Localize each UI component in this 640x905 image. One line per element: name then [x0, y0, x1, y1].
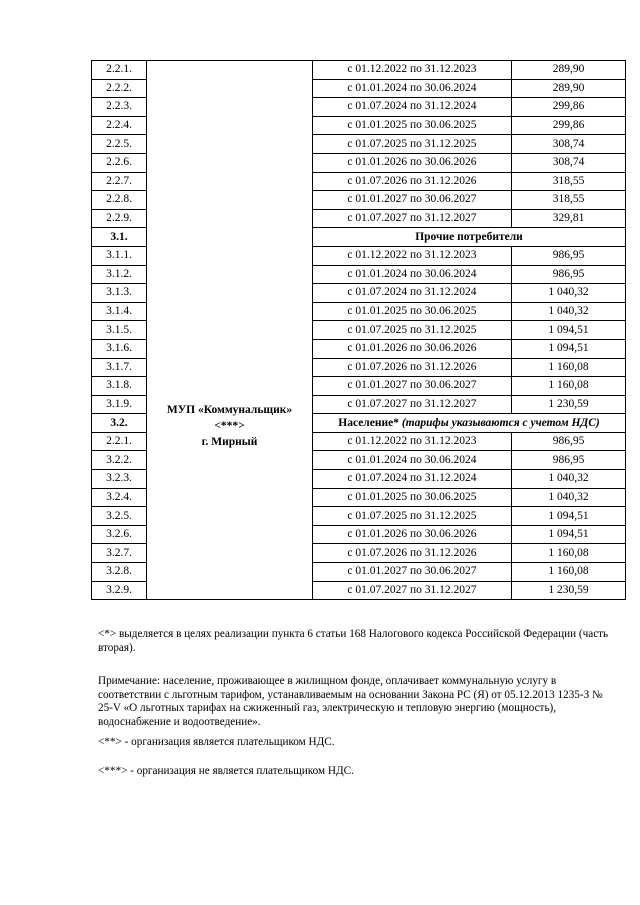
row-number: 3.1.9.	[92, 395, 147, 414]
organization-mark: <***>	[214, 420, 245, 432]
row-number: 3.1.4.	[92, 302, 147, 321]
footnote-three-star: <***> - организация не является плательщиком НДС.	[98, 765, 354, 777]
period-cell: с 01.07.2025 по 31.12.2025	[313, 321, 512, 340]
tariff-table	[91, 60, 626, 600]
section-header-text: Прочие потребители	[415, 230, 523, 243]
row-number: 2.2.1.	[92, 61, 147, 80]
organization-city: г. Мирный	[201, 436, 258, 448]
row-number: 3.1.5.	[92, 321, 147, 340]
tariff-value: 1 040,32	[512, 470, 626, 489]
tariff-value: 1 160,08	[512, 544, 626, 563]
row-number: 2.2.3.	[92, 98, 147, 117]
row-number: 3.2.4.	[92, 488, 147, 507]
row-number: 3.2.	[92, 414, 147, 433]
tariff-value: 289,90	[512, 61, 626, 80]
row-number: 3.1.	[92, 228, 147, 247]
tariff-value: 308,74	[512, 153, 626, 172]
period-cell: с 01.12.2022 по 31.12.2023	[313, 61, 512, 80]
period-cell: с 01.01.2025 по 30.06.2025	[313, 116, 512, 135]
period-cell: с 01.07.2024 по 31.12.2024	[313, 98, 512, 117]
tariff-value: 1 160,08	[512, 563, 626, 582]
tariff-value: 1 094,51	[512, 507, 626, 526]
tariff-value: 299,86	[512, 116, 626, 135]
period-cell: с 01.01.2025 по 30.06.2025	[313, 488, 512, 507]
section-header-text: Население*	[338, 416, 399, 429]
row-number: 3.1.8.	[92, 377, 147, 396]
row-number: 3.2.6.	[92, 525, 147, 544]
period-cell: с 01.01.2025 по 30.06.2025	[313, 302, 512, 321]
period-cell: с 01.07.2027 по 31.12.2027	[313, 209, 512, 228]
tariff-value: 1 094,51	[512, 321, 626, 340]
period-cell: с 01.01.2027 по 30.06.2027	[313, 191, 512, 210]
tariff-value: 1 160,08	[512, 358, 626, 377]
row-number: 2.2.2.	[92, 79, 147, 98]
tariff-value: 1 160,08	[512, 377, 626, 396]
table-row	[92, 61, 626, 80]
row-number: 3.1.2.	[92, 265, 147, 284]
period-cell: с 01.01.2026 по 30.06.2026	[313, 339, 512, 358]
period-cell: с 01.01.2024 по 30.06.2024	[313, 265, 512, 284]
section-header	[313, 228, 626, 247]
period-cell: с 01.01.2026 по 30.06.2026	[313, 153, 512, 172]
tariff-value: 329,81	[512, 209, 626, 228]
period-cell: с 01.07.2025 по 31.12.2025	[313, 135, 512, 154]
tariff-value: 289,90	[512, 79, 626, 98]
period-cell: с 01.01.2024 по 30.06.2024	[313, 451, 512, 470]
tariff-value: 308,74	[512, 135, 626, 154]
period-cell: с 01.07.2026 по 31.12.2026	[313, 172, 512, 191]
period-cell: с 01.07.2026 по 31.12.2026	[313, 544, 512, 563]
tariff-value: 318,55	[512, 191, 626, 210]
row-number: 3.1.6.	[92, 339, 147, 358]
row-number: 3.1.1.	[92, 246, 147, 265]
section-header	[313, 414, 626, 433]
row-number: 3.2.3.	[92, 470, 147, 489]
row-number: 2.2.5.	[92, 135, 147, 154]
organization-name: МУП «Коммунальщик»	[166, 404, 293, 416]
row-number: 2.2.6.	[92, 153, 147, 172]
row-number: 3.2.7.	[92, 544, 147, 563]
row-number: 2.2.1.	[92, 432, 147, 451]
period-cell: с 01.12.2022 по 31.12.2023	[313, 246, 512, 265]
row-number: 2.2.8.	[92, 191, 147, 210]
row-number: 2.2.7.	[92, 172, 147, 191]
tariff-value: 986,95	[512, 265, 626, 284]
row-number: 3.1.3.	[92, 284, 147, 303]
period-cell: с 01.07.2025 по 31.12.2025	[313, 507, 512, 526]
tariff-value: 1 040,32	[512, 302, 626, 321]
period-cell: с 01.12.2022 по 31.12.2023	[313, 432, 512, 451]
row-number: 3.2.2.	[92, 451, 147, 470]
tariff-value: 318,55	[512, 172, 626, 191]
row-number: 3.2.5.	[92, 507, 147, 526]
organization-cell	[147, 61, 313, 600]
row-number: 3.2.8.	[92, 563, 147, 582]
tariff-value: 986,95	[512, 432, 626, 451]
period-cell: с 01.07.2024 по 31.12.2024	[313, 284, 512, 303]
period-cell: с 01.07.2027 по 31.12.2027	[313, 395, 512, 414]
row-number: 2.2.9.	[92, 209, 147, 228]
row-number: 3.2.9.	[92, 581, 147, 600]
remark-note: Примечание: население, проживающее в жилищном фонде, оплачивает коммунальную услугу в соответствии с льготным тарифом, устанавливаемым на основании Закона РС (Я) от 05.12.2013 1235-З № 25-V «О льготных тарифах на сжиженный газ, электрическую и тепловую энергию (мощность), водоснабжение и водоотведение».	[98, 675, 603, 728]
tariff-value: 986,95	[512, 246, 626, 265]
period-cell: с 01.07.2027 по 31.12.2027	[313, 581, 512, 600]
period-cell: с 01.01.2027 по 30.06.2027	[313, 563, 512, 582]
footnote-star: <*> выделяется в целях реализации пункта 6 статьи 168 Налогового кодекса Российской Федерации (часть вторая).	[98, 628, 609, 654]
period-cell: с 01.01.2027 по 30.06.2027	[313, 377, 512, 396]
footnote-two-star: <**> - организация является плательщиком НДС.	[98, 736, 335, 748]
tariff-value: 986,95	[512, 451, 626, 470]
tariff-value: 1 230,59	[512, 581, 626, 600]
tariff-value: 1 094,51	[512, 339, 626, 358]
period-cell: с 01.01.2026 по 30.06.2026	[313, 525, 512, 544]
tariff-value: 299,86	[512, 98, 626, 117]
tariff-value: 1 094,51	[512, 525, 626, 544]
period-cell: с 01.07.2024 по 31.12.2024	[313, 470, 512, 489]
period-cell: с 01.07.2026 по 31.12.2026	[313, 358, 512, 377]
tariff-value: 1 230,59	[512, 395, 626, 414]
tariff-value: 1 040,32	[512, 488, 626, 507]
row-number: 3.1.7.	[92, 358, 147, 377]
tariff-value: 1 040,32	[512, 284, 626, 303]
row-number: 2.2.4.	[92, 116, 147, 135]
section-header-note: (тарифы указываются с учетом НДС)	[401, 416, 600, 429]
period-cell: с 01.01.2024 по 30.06.2024	[313, 79, 512, 98]
